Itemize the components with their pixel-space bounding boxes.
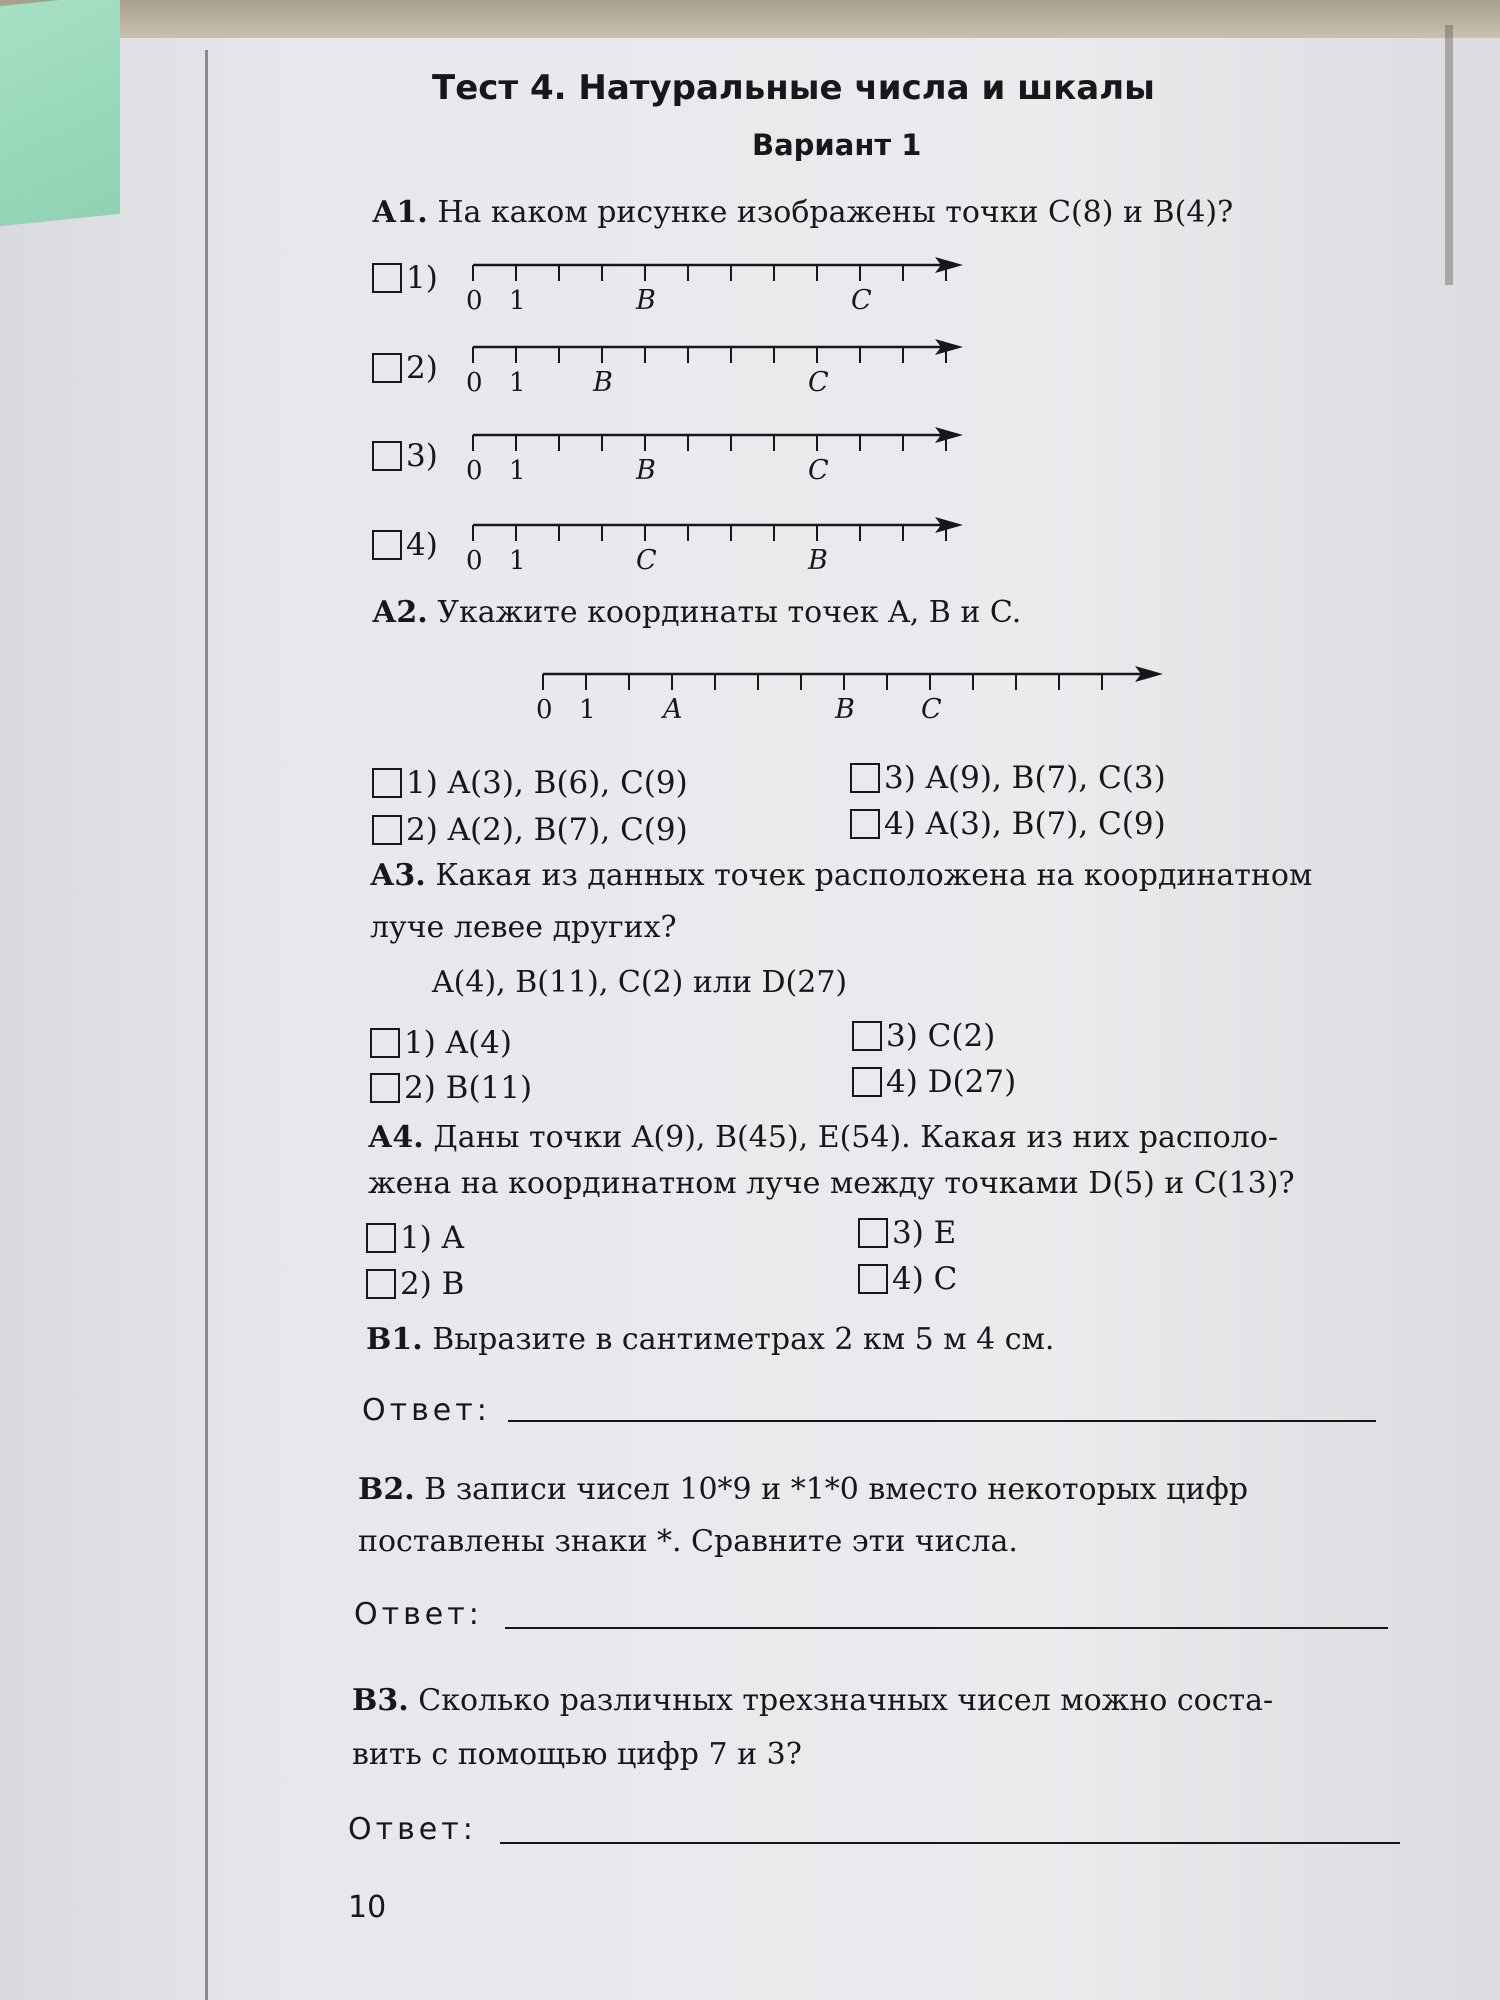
question-text: В записи чисел 10*9 и *1*0 вместо некоторых цифр <box>424 1472 1249 1507</box>
checkbox[interactable] <box>850 763 880 793</box>
question-number: А4. <box>368 1120 424 1155</box>
a1-option-1[interactable] <box>372 260 438 296</box>
option-text: 2) B(11) <box>404 1070 533 1106</box>
point-label: B <box>808 545 828 573</box>
question-number: А1. <box>372 195 428 230</box>
point-label: B <box>636 285 656 313</box>
sticky-note <box>0 0 120 226</box>
checkbox[interactable] <box>852 1021 882 1051</box>
answer-field-b2[interactable] <box>505 1627 1388 1629</box>
answer-field-b1[interactable] <box>508 1420 1376 1422</box>
option-text: 4) C <box>892 1261 958 1297</box>
option-text: 3) E <box>892 1215 957 1251</box>
point-label: C <box>921 694 942 725</box>
tick-label: 1 <box>509 368 526 395</box>
question-number: В3. <box>352 1683 409 1718</box>
table-background <box>0 0 1500 40</box>
point-label: C <box>851 285 872 313</box>
a3-option-4[interactable] <box>852 1064 1016 1100</box>
a1-option-4[interactable] <box>372 527 438 563</box>
tick-label: 1 <box>509 286 526 313</box>
option-label: 1) <box>406 260 438 296</box>
checkbox[interactable] <box>372 441 402 471</box>
tick-label: 0 <box>466 286 483 313</box>
point-label: B <box>835 694 855 725</box>
option-text: 2) A(2), B(7), C(9) <box>406 812 688 848</box>
checkbox[interactable] <box>370 1028 400 1058</box>
option-text: 3) A(9), B(7), C(3) <box>884 760 1166 796</box>
point-label: C <box>636 545 657 573</box>
question-b3-line2: вить с помощью цифр 7 и 3? <box>352 1737 802 1772</box>
question-b3 <box>352 1683 1273 1718</box>
a3-option-1[interactable] <box>370 1025 512 1061</box>
a1-option-2[interactable] <box>372 350 438 386</box>
answer-label-b1: Ответ: <box>362 1393 491 1428</box>
point-label: B <box>636 455 656 483</box>
a2-option-2[interactable] <box>372 812 688 848</box>
option-label: 2) <box>406 350 438 386</box>
option-label: 3) <box>406 438 438 474</box>
a2-option-1[interactable] <box>372 765 688 801</box>
question-b2 <box>358 1472 1248 1507</box>
question-number: В2. <box>358 1472 415 1507</box>
a2-number-ray <box>535 652 1175 732</box>
tick-label: 1 <box>579 695 596 725</box>
tick-label: 0 <box>466 368 483 395</box>
option-text: 2) B <box>400 1266 465 1302</box>
question-text: Даны точки A(9), B(45), E(54). Какая из них располо- <box>433 1120 1278 1155</box>
point-label: C <box>808 367 829 395</box>
question-number: В1. <box>366 1322 423 1357</box>
question-number: А3. <box>370 858 426 893</box>
question-a3-line2: луче левее других? <box>370 910 677 945</box>
tick-label: 0 <box>536 695 553 725</box>
variant-label: Вариант 1 <box>752 128 922 162</box>
checkbox[interactable] <box>366 1223 396 1253</box>
question-a2 <box>372 595 1021 630</box>
question-text: Какая из данных точек расположена на координатном <box>435 858 1313 893</box>
answer-label-b3: Ответ: <box>348 1812 477 1847</box>
a2-option-3[interactable] <box>850 760 1166 796</box>
a4-option-1[interactable] <box>366 1220 464 1256</box>
question-a1 <box>372 195 1233 230</box>
tick-label: 1 <box>509 456 526 483</box>
tick-label: 0 <box>466 456 483 483</box>
question-text: На каком рисунке изображены точки C(8) и B(4)? <box>437 195 1234 230</box>
question-text: Укажите координаты точек A, B и C. <box>437 595 1022 630</box>
a1-number-ray-2 <box>465 325 985 395</box>
question-a3 <box>370 858 1312 893</box>
checkbox[interactable] <box>372 530 402 560</box>
question-number: А2. <box>372 595 428 630</box>
question-b2-line2: поставлены знаки *. Сравните эти числа. <box>358 1524 1018 1559</box>
a4-option-2[interactable] <box>366 1266 464 1302</box>
answer-label-b2: Ответ: <box>354 1597 483 1632</box>
checkbox[interactable] <box>372 768 402 798</box>
point-label: B <box>593 367 613 395</box>
option-text: 4) D(27) <box>886 1064 1017 1100</box>
a4-option-3[interactable] <box>858 1215 956 1251</box>
option-text: 4) A(3), B(7), C(9) <box>884 806 1166 842</box>
checkbox[interactable] <box>370 1073 400 1103</box>
checkbox[interactable] <box>372 353 402 383</box>
a1-number-ray-1 <box>465 243 985 313</box>
question-text: Сколько различных трехзначных чисел можно соста- <box>418 1683 1274 1718</box>
a1-number-ray-4 <box>465 503 985 573</box>
answer-field-b3[interactable] <box>500 1842 1400 1844</box>
option-text: 1) A(3), B(6), C(9) <box>406 765 688 801</box>
question-text: Выразите в сантиметрах 2 км 5 м 4 см. <box>432 1322 1055 1357</box>
page-number: 10 <box>348 1890 387 1925</box>
option-label: 4) <box>406 527 438 563</box>
a3-option-2[interactable] <box>370 1070 532 1106</box>
point-label: C <box>808 455 829 483</box>
question-a4 <box>368 1120 1278 1155</box>
a1-number-ray-3 <box>465 413 985 483</box>
checkbox[interactable] <box>858 1264 888 1294</box>
checkbox[interactable] <box>366 1269 396 1299</box>
checkbox[interactable] <box>852 1067 882 1097</box>
checkbox[interactable] <box>372 815 402 845</box>
test-title: Тест 4. Натуральные числа и шкалы <box>432 68 1155 108</box>
page-edge-line <box>205 50 208 2000</box>
a4-option-4[interactable] <box>858 1261 957 1297</box>
checkbox[interactable] <box>858 1218 888 1248</box>
page-edge-shadow <box>1445 25 1453 285</box>
option-text: 3) C(2) <box>886 1018 996 1054</box>
question-a4-line2: жена на координатном луче между точками D(5) и C(13)? <box>368 1166 1295 1201</box>
point-label: A <box>663 694 683 725</box>
tick-label: 0 <box>466 546 483 573</box>
option-text: 1) A(4) <box>404 1025 512 1061</box>
a1-option-3[interactable] <box>372 438 438 474</box>
option-text: 1) A <box>400 1220 465 1256</box>
a3-option-3[interactable] <box>852 1018 995 1054</box>
question-b1 <box>366 1322 1054 1357</box>
tick-label: 1 <box>509 546 526 573</box>
checkbox[interactable] <box>850 809 880 839</box>
question-a3-points: A(4), B(11), C(2) или D(27) <box>432 965 848 1000</box>
a2-option-4[interactable] <box>850 806 1166 842</box>
checkbox[interactable] <box>372 263 402 293</box>
